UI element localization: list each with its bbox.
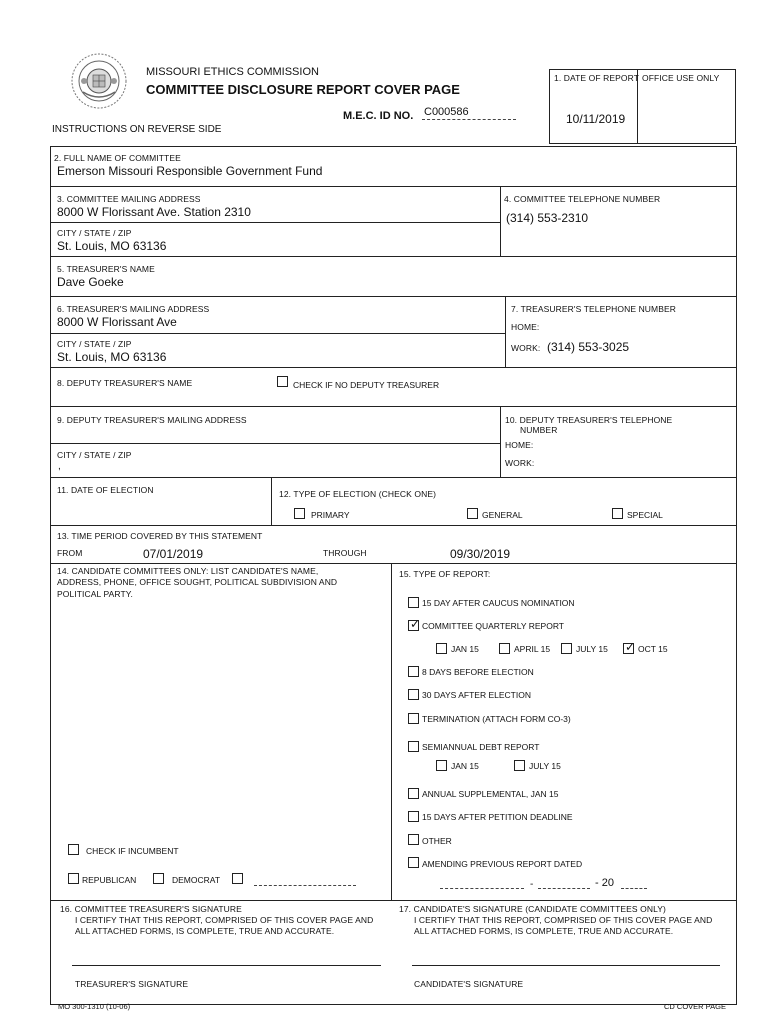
period-through-field[interactable]: 09/30/2019 [450, 547, 511, 561]
checkmark-icon: ✓ [410, 617, 421, 631]
treasurer-signature-label: TREASURER'S SIGNATURE [75, 979, 189, 989]
other-party-line[interactable] [254, 885, 356, 886]
treasurer-csz-field[interactable]: St. Louis, MO 63136 [57, 350, 167, 364]
committee-address-field[interactable]: 8000 W Florissant Ave. Station 2310 [57, 205, 251, 219]
candidate-signature-heading: 17. CANDIDATE'S SIGNATURE (CANDIDATE COMMITTEES ONLY) [399, 904, 666, 914]
period-from-label: FROM [57, 548, 83, 558]
quarterly-label: COMMITTEE QUARTERLY REPORT [422, 621, 565, 631]
deputy-name-label: 8. DEPUTY TREASURER'S NAME [57, 378, 193, 388]
amend-year-prefix: - 20 [595, 877, 614, 889]
treasurer-home-label: HOME: [511, 322, 540, 332]
mec-id-underline [422, 119, 516, 120]
thirty-days-label: 30 DAYS AFTER ELECTION [422, 690, 531, 700]
office-use-label: OFFICE USE ONLY [642, 73, 720, 83]
election-type-label: 12. TYPE OF ELECTION (CHECK ONE) [279, 489, 437, 499]
april15-checkbox[interactable] [499, 643, 510, 654]
general-checkbox[interactable] [467, 508, 478, 519]
committee-csz-label: CITY / STATE / ZIP [57, 228, 132, 238]
republican-checkbox[interactable] [68, 873, 79, 884]
eight-days-checkbox[interactable] [408, 666, 419, 677]
caucus-label: 15 DAY AFTER CAUCUS NOMINATION [422, 598, 575, 608]
candidate-cert-line2: ALL ATTACHED FORMS, IS COMPLETE, TRUE AND ACCURATE. [414, 926, 674, 936]
candidate-signature-line[interactable] [412, 965, 720, 966]
caucus-checkbox[interactable] [408, 597, 419, 608]
candidate-cert-line1: I CERTIFY THAT THIS REPORT, COMPRISED OF THIS COVER PAGE AND [414, 915, 713, 925]
july15-checkbox[interactable] [561, 643, 572, 654]
committee-name-label: 2. FULL NAME OF COMMITTEE [54, 153, 181, 163]
eight-days-label: 8 DAYS BEFORE ELECTION [422, 667, 534, 677]
termination-checkbox[interactable] [408, 713, 419, 724]
republican-label: REPUBLICAN [82, 875, 137, 885]
other-label: OTHER [422, 836, 452, 846]
semi-jan15-label: JAN 15 [451, 761, 479, 771]
amend-year-line[interactable] [621, 888, 647, 889]
treasurer-phone-label: 7. TREASURER'S TELEPHONE NUMBER [511, 304, 677, 314]
committee-csz-field[interactable]: St. Louis, MO 63136 [57, 239, 167, 253]
general-label: GENERAL [482, 510, 523, 520]
treasurer-cert-line1: I CERTIFY THAT THIS REPORT, COMPRISED OF THIS COVER PAGE AND [75, 915, 374, 925]
deputy-phone-label-line2: NUMBER [520, 425, 558, 435]
period-through-label: THROUGH [323, 548, 367, 558]
petition-label: 15 DAYS AFTER PETITION DEADLINE [422, 812, 573, 822]
amending-label: AMENDING PREVIOUS REPORT DATED [422, 859, 583, 869]
oct15-label: OCT 15 [638, 644, 668, 654]
deputy-csz-field[interactable]: , [58, 461, 61, 472]
oct15-checkbox[interactable] [623, 640, 636, 654]
deputy-csz-label: CITY / STATE / ZIP [57, 450, 132, 460]
period-label: 13. TIME PERIOD COVERED BY THIS STATEMENT [57, 531, 263, 541]
petition-checkbox[interactable] [408, 811, 419, 822]
special-checkbox[interactable] [612, 508, 623, 519]
committee-phone-label: 4. COMMITTEE TELEPHONE NUMBER [504, 194, 661, 204]
other-party-checkbox[interactable] [232, 873, 243, 884]
jan15-label: JAN 15 [451, 644, 479, 654]
committee-address-label: 3. COMMITTEE MAILING ADDRESS [57, 194, 201, 204]
committee-name-field[interactable]: Emerson Missouri Responsible Government Fund [57, 164, 323, 178]
mec-id-label: M.E.C. ID NO. [343, 110, 414, 122]
semi-jan15-checkbox[interactable] [436, 760, 447, 771]
amending-checkbox[interactable] [408, 857, 419, 868]
treasurer-name-label: 5. TREASURER'S NAME [57, 264, 155, 274]
amend-day-line[interactable] [538, 888, 590, 889]
treasurer-csz-label: CITY / STATE / ZIP [57, 339, 132, 349]
form-title: COMMITTEE DISCLOSURE REPORT COVER PAGE [146, 82, 460, 97]
quarterly-checkbox[interactable] [408, 617, 421, 631]
deputy-work-label: WORK: [505, 458, 535, 468]
date-of-report-label: 1. DATE OF REPORT [554, 73, 639, 83]
election-date-label: 11. DATE OF ELECTION [57, 485, 154, 495]
treasurer-work-label: WORK: [511, 343, 541, 353]
instructions-note: INSTRUCTIONS ON REVERSE SIDE [52, 124, 222, 135]
deputy-phone-label-line1: 10. DEPUTY TREASURER'S TELEPHONE [505, 415, 673, 425]
form-number: MO 300-1310 (10-06) [58, 1002, 131, 1011]
incumbent-label: CHECK IF INCUMBENT [86, 846, 179, 856]
april15-label: APRIL 15 [514, 644, 551, 654]
committee-phone-field[interactable]: (314) 553-2310 [506, 211, 589, 225]
missouri-state-seal-icon [70, 52, 128, 110]
amend-date-separator: - [530, 879, 534, 890]
treasurer-signature-line[interactable] [72, 965, 381, 966]
mec-id-value: C000586 [424, 106, 469, 118]
treasurer-cert-line2: ALL ATTACHED FORMS, IS COMPLETE, TRUE AND ACCURATE. [75, 926, 335, 936]
special-label: SPECIAL [627, 510, 663, 520]
candidate-info-label-line2: ADDRESS, PHONE, OFFICE SOUGHT, POLITICAL SUBDIVISION AND [57, 577, 338, 587]
incumbent-checkbox[interactable] [68, 844, 79, 855]
treasurer-address-field[interactable]: 8000 W Florissant Ave [57, 315, 177, 329]
treasurer-name-field[interactable]: Dave Goeke [57, 275, 124, 289]
date-of-report-value[interactable]: 10/11/2019 [566, 112, 626, 126]
jan15-checkbox[interactable] [436, 643, 447, 654]
candidate-info-label-line3: POLITICAL PARTY. [57, 589, 133, 599]
july15-label: JULY 15 [576, 644, 608, 654]
semiannual-checkbox[interactable] [408, 741, 419, 752]
page-name: CD COVER PAGE [664, 1002, 726, 1011]
treasurer-work-field[interactable]: (314) 553-3025 [547, 340, 630, 354]
deputy-home-label: HOME: [505, 440, 534, 450]
agency-name: MISSOURI ETHICS COMMISSION [146, 66, 319, 78]
report-type-label: 15. TYPE OF REPORT: [399, 569, 491, 579]
no-deputy-label: CHECK IF NO DEPUTY TREASURER [293, 380, 440, 390]
amend-month-line[interactable] [440, 888, 524, 889]
no-deputy-checkbox[interactable] [277, 376, 288, 387]
democrat-label: DEMOCRAT [172, 875, 221, 885]
primary-label: PRIMARY [311, 510, 350, 520]
annual-supp-checkbox[interactable] [408, 788, 419, 799]
other-checkbox[interactable] [408, 834, 419, 845]
treasurer-address-label: 6. TREASURER'S MAILING ADDRESS [57, 304, 210, 314]
candidate-info-label-line1: 14. CANDIDATE COMMITTEES ONLY: LIST CANDIDATE'S NAME, [57, 566, 319, 576]
deputy-address-label: 9. DEPUTY TREASURER'S MAILING ADDRESS [57, 415, 247, 425]
termination-label: TERMINATION (ATTACH FORM CO-3) [422, 714, 571, 724]
semiannual-label: SEMIANNUAL DEBT REPORT [422, 742, 540, 752]
candidate-signature-label: CANDIDATE'S SIGNATURE [414, 979, 524, 989]
democrat-checkbox[interactable] [153, 873, 164, 884]
annual-supp-label: ANNUAL SUPPLEMENTAL, JAN 15 [422, 789, 559, 799]
thirty-days-checkbox[interactable] [408, 689, 419, 700]
primary-checkbox[interactable] [294, 508, 305, 519]
period-from-field[interactable]: 07/01/2019 [143, 547, 204, 561]
treasurer-signature-heading: 16. COMMITTEE TREASURER'S SIGNATURE [60, 904, 242, 914]
semi-july15-checkbox[interactable] [514, 760, 525, 771]
checkmark-icon: ✓ [625, 640, 636, 654]
semi-july15-label: JULY 15 [529, 761, 561, 771]
